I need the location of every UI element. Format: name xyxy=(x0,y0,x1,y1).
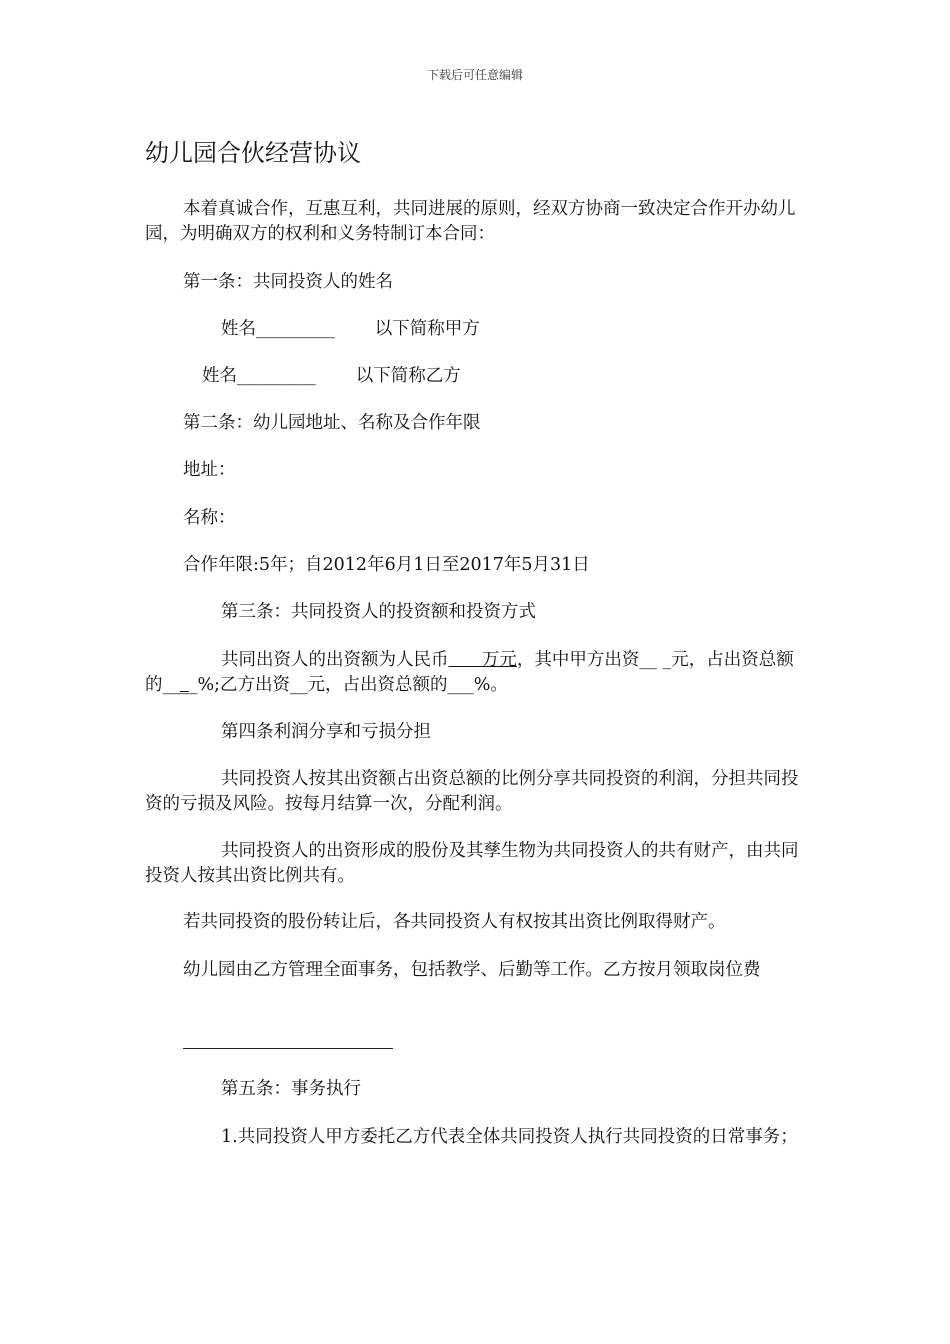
article4-paragraph-3: 若共同投资的股份转让后，各共同投资人有权按其出资比例取得财产。 xyxy=(183,912,726,932)
header-note: 下载后可任意编辑 xyxy=(426,68,523,82)
article3-heading: 第三条：共同投资人的投资额和投资方式 xyxy=(221,602,536,622)
intro-paragraph: 本着真诚合作，互惠互利，共同进展的原则，经双方协商一致决定合作开办幼儿园，为明确双方的权利和义务特制订本合同： xyxy=(145,199,796,244)
party-b-alias: 以下简称乙方 xyxy=(355,366,461,386)
party-a-line xyxy=(221,317,881,342)
party-b-line xyxy=(202,364,862,389)
article5-item-1: 1.共同投资人甲方委托乙方代表全体共同投资人执行共同投资的日常事务； xyxy=(221,1127,798,1147)
article4-paragraph-2: 共同投资人的出资形成的股份及其孳生物为共同投资人的共有财产，由共同投资人按其出资比例共有。 xyxy=(145,841,799,886)
signature-rule xyxy=(183,1048,393,1049)
party-a-alias: 以下简称甲方 xyxy=(374,319,480,339)
party-a-name: 姓名_________ xyxy=(221,319,335,339)
article1-heading: 第一条：共同投资人的姓名 xyxy=(183,272,393,292)
address-label: 地址： xyxy=(183,460,236,480)
article5-heading: 第五条：事务执行 xyxy=(221,1079,361,1099)
investment-paragraph: 共同出资人的出资额为人民币 万元，其中甲方出资__ _元，占出资总额的____%;乙方出资__元，占出资总额的___%。 xyxy=(145,650,794,695)
article2-heading: 第二条：幼儿园地址、名称及合作年限 xyxy=(183,413,481,433)
cooperation-term: 合作年限:5年；自2012年6月1日至2017年5月31日 xyxy=(183,555,590,575)
article4-paragraph-1: 共同投资人按其出资额占出资总额的比例分享共同投资的利润，分担共同投资的亏损及风险。按每月结算一次，分配利润。 xyxy=(145,769,799,814)
page-title: 幼儿园合伙经营协议 xyxy=(145,139,361,167)
article4-heading: 第四条利润分享和亏损分担 xyxy=(221,722,431,742)
name-label: 名称： xyxy=(183,508,236,528)
party-b-name: 姓名_________ xyxy=(202,366,316,386)
article4-paragraph-4: 幼儿园由乙方管理全面事务，包括教学、后勤等工作。乙方按月领取岗位费 xyxy=(183,960,761,980)
amount-blank: 万元 xyxy=(481,650,517,670)
